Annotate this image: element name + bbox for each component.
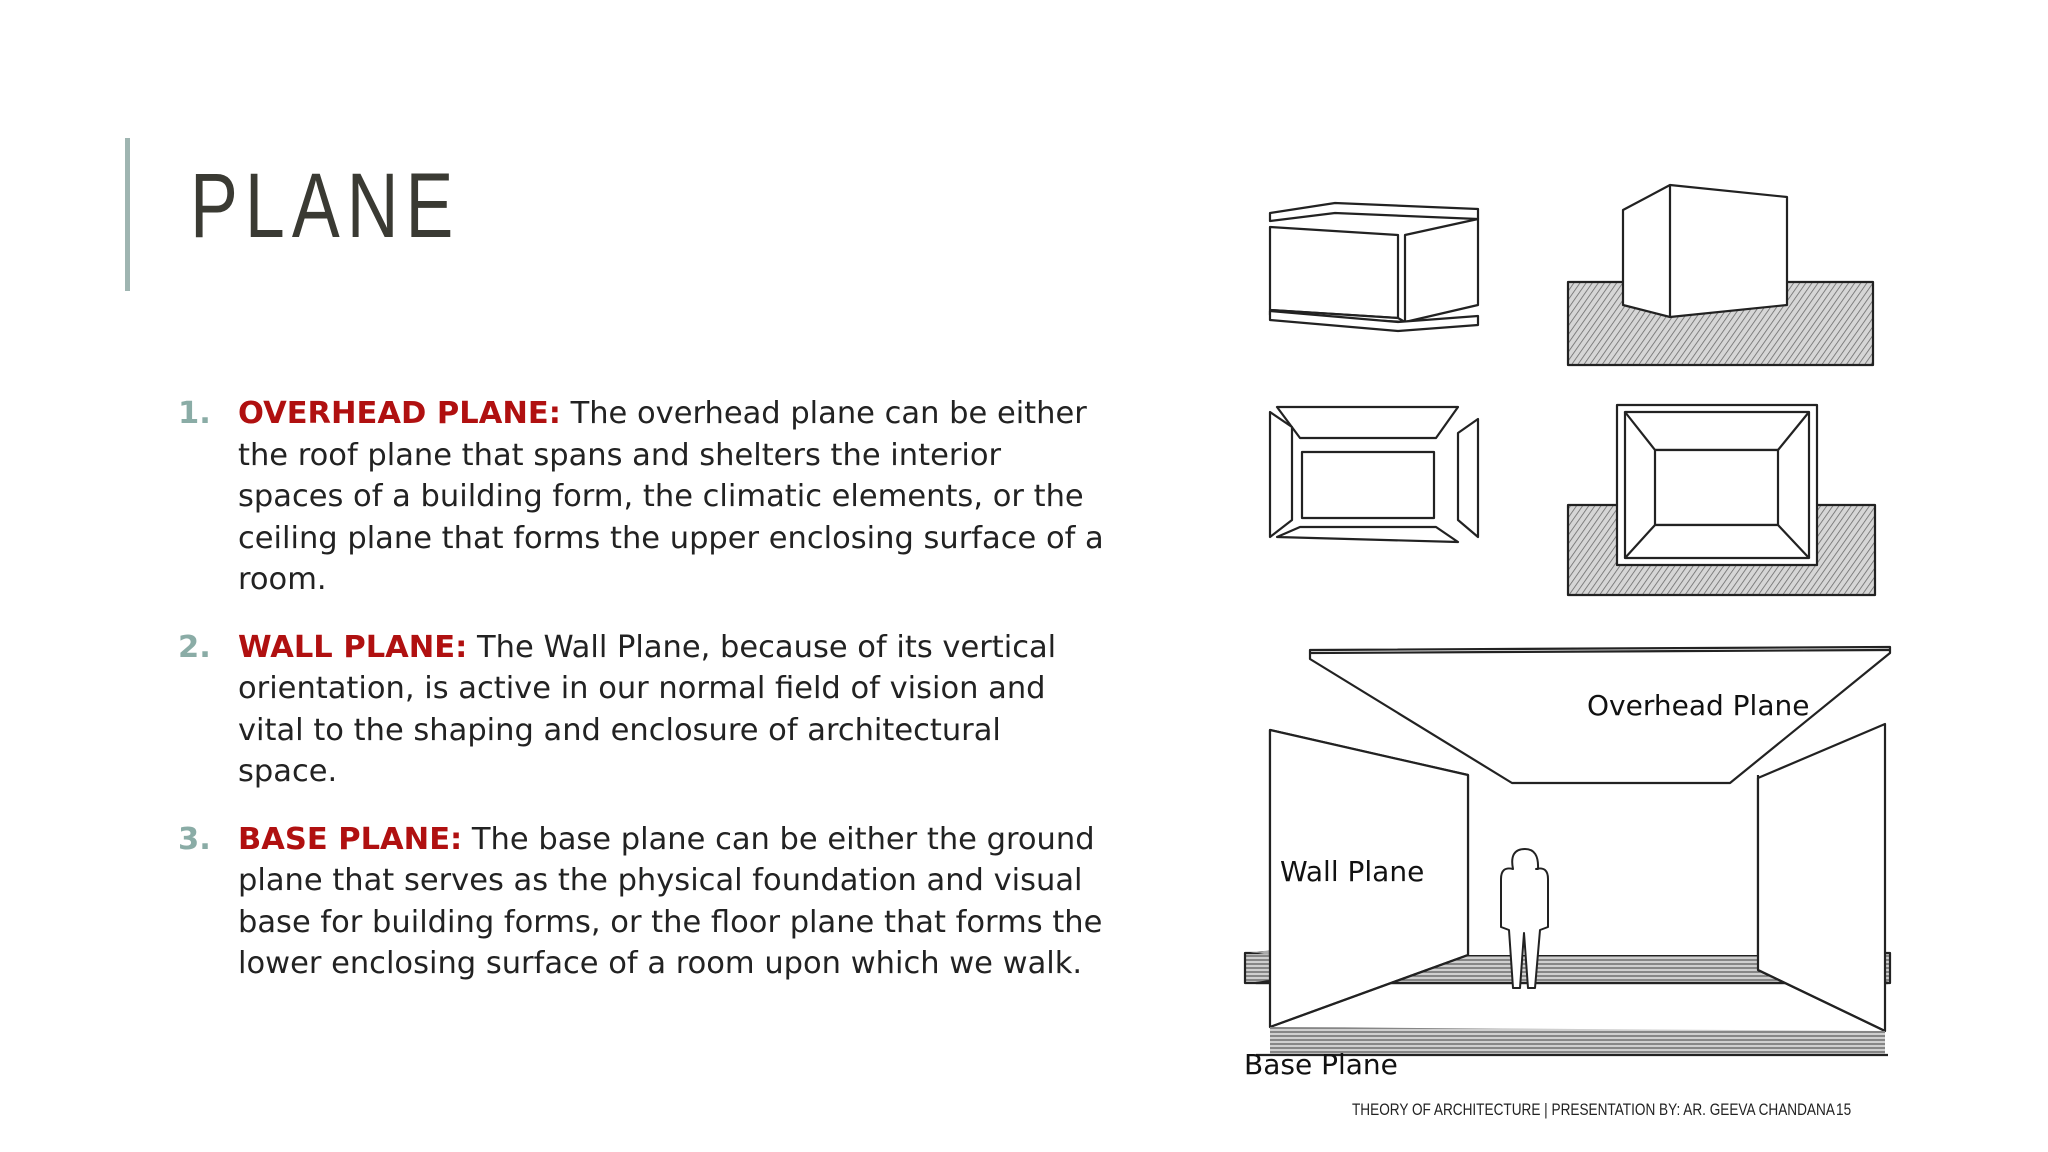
sketch-separated-planes (1270, 203, 1478, 331)
slide-title: PLANE (190, 155, 461, 257)
description-base-plane: The base plane can be either the ground plane that serves as the physical foundation and visual base for building forms, or the floor plane that forms the lower enclosing surface of a room upon which we walk. (238, 821, 1103, 981)
list-item-overhead (178, 393, 1108, 601)
page-number: 15 (1836, 1100, 1852, 1119)
term-base-plane: BASE PLANE: (238, 821, 463, 857)
term-overhead-plane: OVERHEAD PLANE: (238, 396, 561, 431)
list-number: 2. (178, 629, 211, 665)
list-item-base (178, 819, 1108, 985)
description-overhead-plane: The overhead plane can be either the roof plane that spans and shelters the interior spaces of a building form, the climatic elements, or the ceiling plane that forms the upper enclosing surface of a room. (238, 396, 1104, 597)
label-overhead-plane: Overhead Plane (1587, 689, 1810, 722)
list-item-wall (178, 627, 1108, 793)
list-number: 3. (178, 821, 211, 857)
planes-illustration (1240, 175, 1900, 1085)
sketch-sunken-room (1568, 405, 1875, 595)
label-base-plane: Base Plane (1244, 1048, 1398, 1081)
label-wall-plane: Wall Plane (1280, 855, 1425, 888)
list-number: 1. (178, 396, 211, 431)
plane-list (178, 393, 1108, 1011)
description-wall-plane: The Wall Plane, because of its vertical orientation, is active in our normal field of vision and vital to the shaping and enclosure of architectural space. (238, 629, 1057, 789)
sketch-open-room (1270, 407, 1478, 542)
term-wall-plane: WALL PLANE: (238, 629, 468, 665)
footer-text: THEORY OF ARCHITECTURE | PRESENTATION BY: AR. GEEVA CHANDANA (1352, 1100, 1835, 1119)
title-accent-bar (125, 138, 130, 291)
sketch-box-on-ground (1568, 185, 1873, 365)
planes-sketch (1240, 175, 1900, 1085)
